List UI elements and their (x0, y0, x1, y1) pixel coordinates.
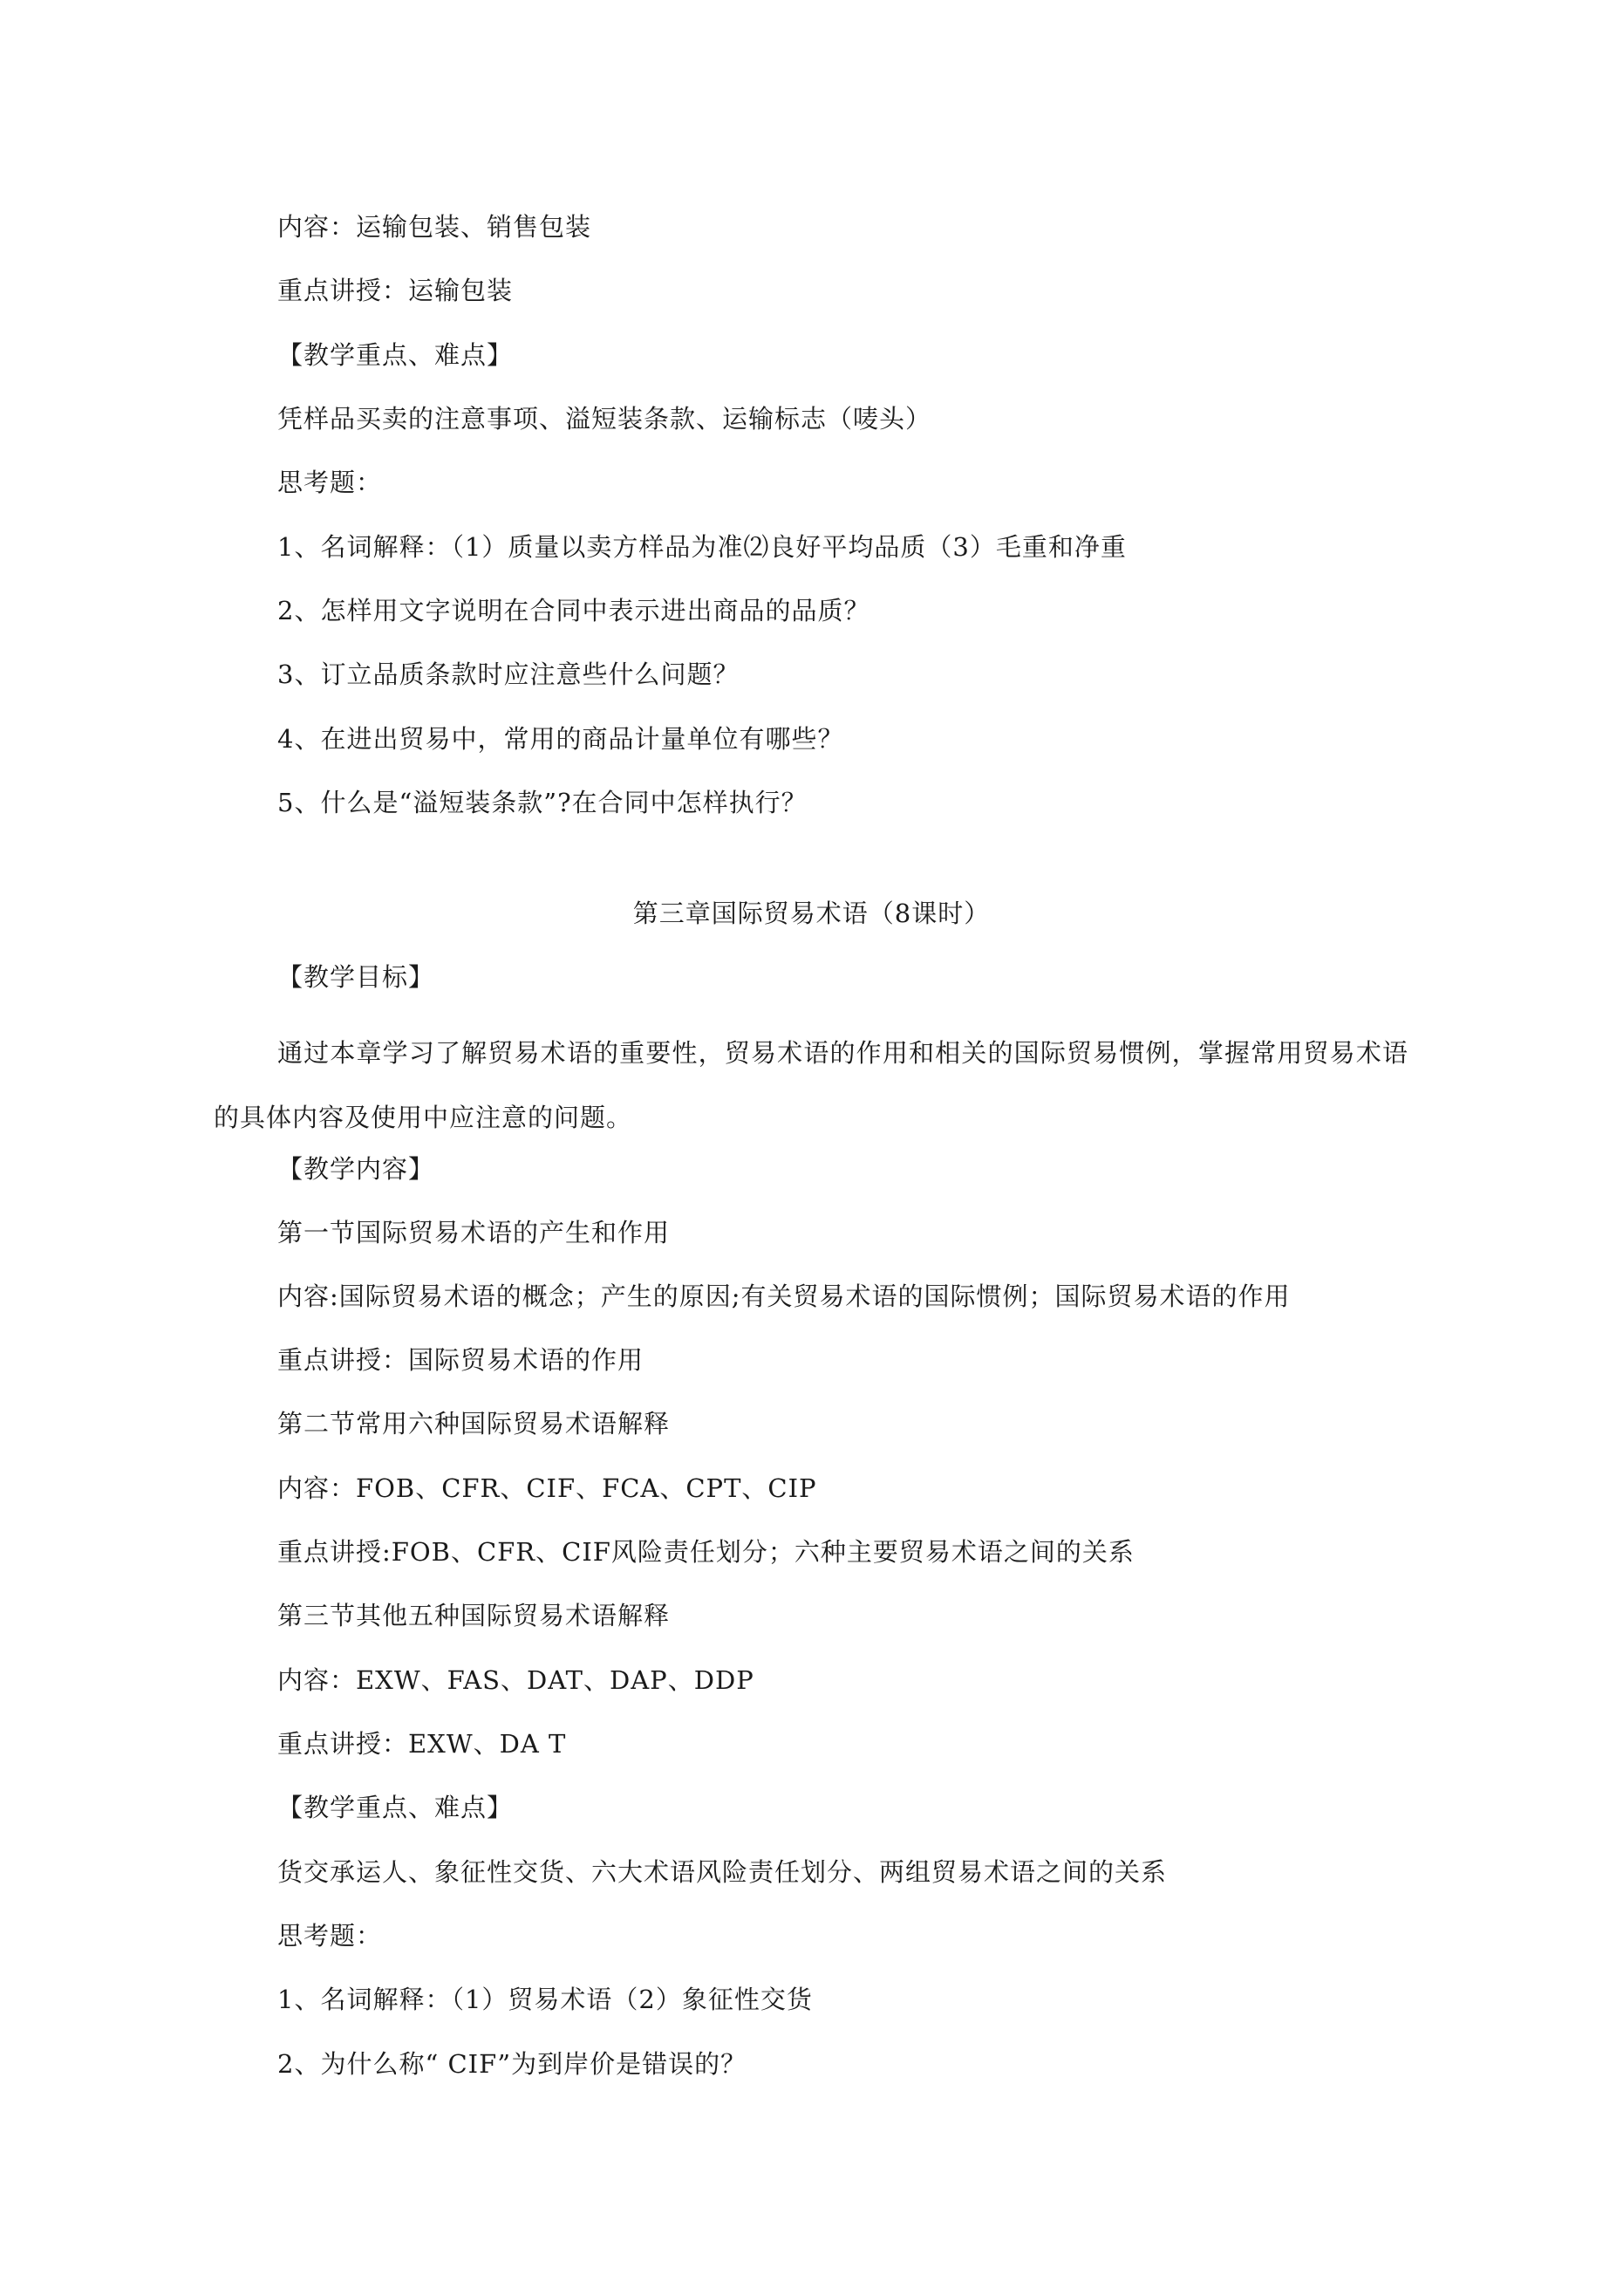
prev-question-item: 2、怎样用文字说明在合同中表示进出商品的品质？ (277, 596, 870, 625)
objectives-paragraph: 通过本章学习了解贸易术语的重要性，贸易术语的作用和相关的国际贸易惯例，掌握常用贸易术语的具体内容及使用中应注意的问题。 (214, 1038, 1408, 1132)
prev-questions-heading: 思考题： (277, 468, 383, 497)
section-content: 内容：EXW、FAS、DAT、DAP、DDP (277, 1665, 754, 1695)
key-heading: 【教学重点、难点】 (277, 1793, 514, 1822)
section-title: 第一节国际贸易术语的产生和作用 (277, 1218, 671, 1247)
objectives-heading: 【教学目标】 (277, 962, 435, 992)
prev-question-item: 3、订立品质条款时应注意些什么问题？ (277, 659, 740, 689)
prev-content-line: 内容：运输包装、销售包装 (277, 212, 592, 242)
question-item: 1、名词解释：（1）贸易术语（2）象征性交货 (277, 1985, 813, 2014)
prev-focus-line: 重点讲授：运输包装 (277, 276, 514, 305)
section-focus: 重点讲授：国际贸易术语的作用 (277, 1345, 644, 1375)
questions-heading: 思考题： (277, 1921, 383, 1951)
prev-question-item: 5、什么是“溢短装条款”?在合同中怎样执行？ (277, 788, 808, 817)
section-title: 第二节常用六种国际贸易术语解释 (277, 1409, 671, 1438)
section-content: 内容：FOB、CFR、CIF、FCA、CPT、CIP (277, 1473, 817, 1503)
prev-question-item: 4、在进出贸易中，常用的商品计量单位有哪些？ (277, 724, 844, 754)
section-focus: 重点讲授:FOB、CFR、CIF风险责任划分；六种主要贸易术语之间的关系 (277, 1537, 1135, 1567)
chapter-title: 第三章国际贸易术语（8课时） (632, 899, 991, 928)
section-title: 第三节其他五种国际贸易术语解释 (277, 1601, 671, 1630)
section-content: 内容:国际贸易术语的概念；产生的原因;有关贸易术语的国际惯例；国际贸易术语的作用 (277, 1281, 1291, 1311)
content-heading: 【教学内容】 (277, 1154, 435, 1184)
prev-key-heading: 【教学重点、难点】 (277, 340, 514, 370)
prev-question-item: 1、名词解释：（1）质量以卖方样品为准⑵良好平均品质（3）毛重和净重 (277, 532, 1127, 562)
question-item: 2、为什么称“ CIF”为到岸价是错误的？ (277, 2049, 747, 2079)
prev-key-points: 凭样品买卖的注意事项、溢短装条款、运输标志（唛头） (277, 404, 932, 434)
section-focus: 重点讲授：EXW、DA T (277, 1729, 567, 1759)
key-points: 货交承运人、象征性交货、六大术语风险责任划分、两组贸易术语之间的关系 (277, 1857, 1168, 1887)
